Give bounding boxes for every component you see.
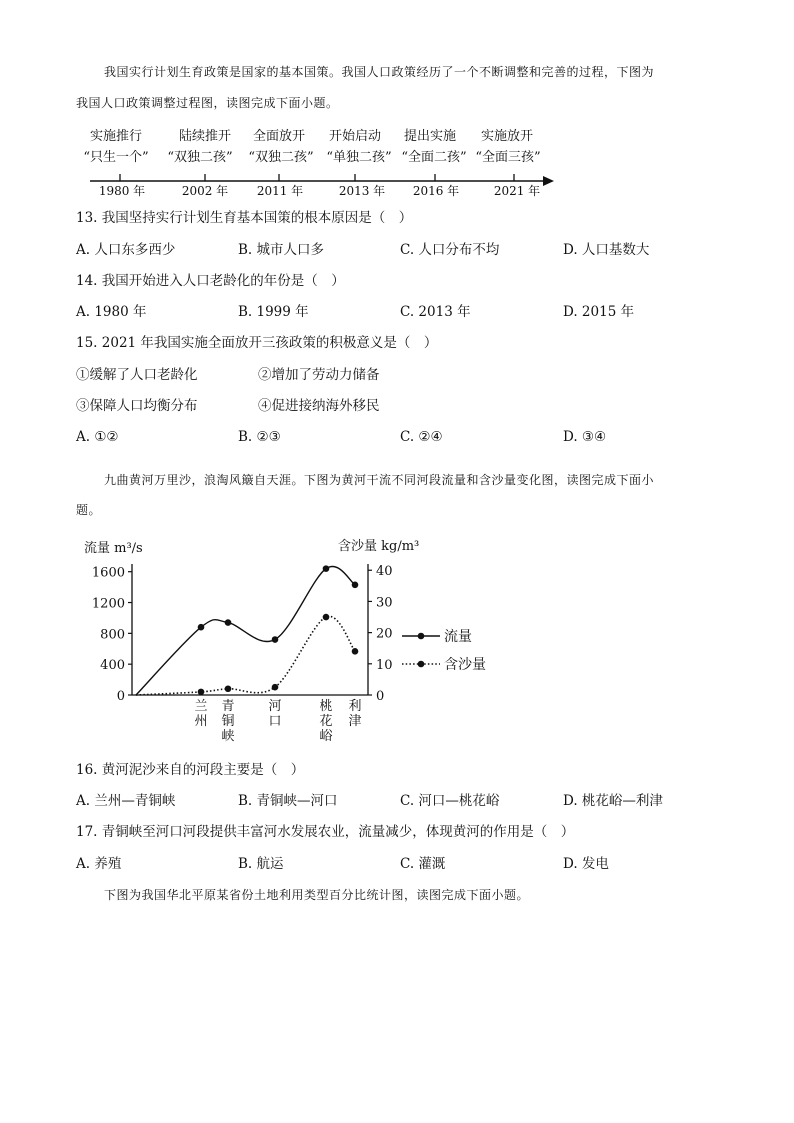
intro-yellowriver-line2: 题。 [76, 503, 102, 517]
timeline-event-top: 提出实施 [403, 129, 457, 144]
q15-option-c[interactable]: C. ②④ [400, 429, 443, 445]
timeline-event-bottom: “单独二孩” [326, 150, 392, 165]
series-point-flow [352, 582, 359, 589]
q17-option-b[interactable]: B. 航运 [238, 856, 284, 872]
chart-category-label: 利津 [348, 699, 362, 729]
q14-stem: 14. 我国开始进入人口老龄化的年份是（ ） [76, 273, 345, 289]
chart-left-tick-label: 0 [116, 689, 125, 704]
timeline-event-bottom: “双独二孩” [248, 150, 314, 165]
chart-right-tick-label: 30 [376, 595, 393, 611]
q17-option-a[interactable]: A. 养殖 [76, 856, 122, 872]
timeline-year: 1980 年 [98, 184, 146, 198]
series-point-sediment [225, 685, 232, 692]
chart-category-label: 青铜峡 [221, 699, 235, 744]
q14-option-d[interactable]: D. 2015 年 [563, 304, 635, 320]
q13-option-d[interactable]: D. 人口基数大 [563, 242, 650, 258]
intro-landuse-line1: 下图为我国华北平原某省份土地利用类型百分比统计图，读图完成下面小题。 [104, 888, 530, 902]
chart-category-label: 河口 [268, 699, 282, 729]
q17-option-c[interactable]: C. 灌溉 [400, 856, 446, 872]
chart-left-tick-label: 1200 [91, 596, 125, 612]
q15-item-3: ③保障人口均衡分布 [76, 398, 198, 414]
q15-stem: 15. 2021 年我国实施全面放开三孩政策的积极意义是（ ） [76, 335, 438, 351]
series-point-sediment [352, 648, 359, 655]
timeline-year: 2021 年 [493, 184, 541, 198]
legend-label: 含沙量 [444, 657, 486, 673]
series-line-flow [136, 566, 355, 695]
chart-left-axis-label: 流量 m³/s [84, 541, 143, 556]
timeline-event-top: 实施推行 [89, 129, 143, 144]
timeline-event-top: 全面放开 [252, 129, 306, 144]
chart-right-tick-label: 10 [376, 657, 393, 673]
chart-right-axis-label: 含沙量 kg/m³ [338, 539, 420, 554]
chart-category-label: 兰州 [194, 699, 208, 729]
series-point-flow [272, 636, 279, 643]
timeline-event-top: 陆续推开 [178, 129, 232, 144]
series-point-sediment [323, 614, 330, 621]
timeline-year: 2011 年 [256, 184, 304, 198]
q17-stem: 17. 青铜峡至河口河段提供丰富河水发展农业，流量减少，体现黄河的作用是（ ） [76, 824, 575, 840]
series-point-flow [323, 565, 330, 572]
yellow-river-flow-sediment-chart [76, 532, 506, 752]
q15-option-d[interactable]: D. ③④ [563, 429, 607, 445]
q16-option-b[interactable]: B. 青铜峡—河口 [238, 793, 338, 809]
q15-option-a[interactable]: A. ①② [76, 429, 119, 445]
timeline-year: 2013 年 [338, 184, 386, 198]
timeline-year: 2016 年 [412, 184, 460, 198]
q13-stem: 13. 我国坚持实行计划生育基本国策的根本原因是（ ） [76, 210, 413, 226]
chart-right-tick-label: 40 [376, 564, 393, 580]
chart-left-tick-label: 400 [100, 658, 125, 674]
timeline-arrow-icon [543, 176, 554, 186]
series-point-flow [225, 619, 232, 626]
series-point-flow [198, 624, 205, 631]
q15-item-4: ④促进接纳海外移民 [258, 398, 380, 414]
chart-right-tick-label: 20 [376, 626, 393, 642]
q14-option-a[interactable]: A. 1980 年 [76, 304, 147, 320]
intro-population-line2: 我国人口政策调整过程图，读图完成下面小题。 [76, 96, 339, 110]
legend-point [418, 633, 425, 640]
chart-left-tick-label: 1600 [91, 565, 125, 581]
q16-option-d[interactable]: D. 桃花峪—利津 [563, 793, 663, 809]
q13-option-a[interactable]: A. 人口东多西少 [76, 242, 176, 258]
policy-timeline [76, 123, 566, 203]
timeline-event-bottom: “全面三孩” [475, 150, 541, 165]
q17-option-d[interactable]: D. 发电 [563, 856, 609, 872]
series-line-sediment [136, 616, 355, 695]
legend-point [418, 661, 425, 668]
q14-option-c[interactable]: C. 2013 年 [400, 304, 471, 320]
timeline-year: 2002 年 [181, 184, 229, 198]
intro-yellowriver-line1: 九曲黄河万里沙，浪淘风簸自天涯。下图为黄河干流不同河段流量和含沙量变化图，读图完成下面小 [104, 473, 655, 487]
q13-option-c[interactable]: C. 人口分布不均 [400, 242, 500, 258]
chart-left-tick-label: 800 [100, 627, 125, 643]
q15-item-2: ②增加了劳动力储备 [258, 367, 380, 383]
chart-right-tick-label: 0 [376, 689, 385, 704]
chart-category-label: 桃花峪 [319, 699, 333, 744]
q15-option-b[interactable]: B. ②③ [238, 429, 281, 445]
timeline-event-top: 实施放开 [480, 129, 534, 144]
q15-item-1: ①缓解了人口老龄化 [76, 367, 198, 383]
q16-stem: 16. 黄河泥沙来自的河段主要是（ ） [76, 762, 305, 778]
timeline-event-bottom: “全面二孩” [401, 150, 467, 165]
q16-option-a[interactable]: A. 兰州—青铜峡 [76, 793, 176, 809]
q13-option-b[interactable]: B. 城市人口多 [238, 242, 325, 258]
series-point-sediment [272, 684, 279, 691]
legend-label: 流量 [444, 629, 472, 645]
timeline-event-bottom: “只生一个” [83, 150, 149, 165]
series-point-sediment [198, 689, 205, 696]
timeline-event-bottom: “双独二孩” [167, 150, 233, 165]
timeline-event-top: 开始启动 [328, 129, 382, 144]
q14-option-b[interactable]: B. 1999 年 [238, 304, 309, 320]
q16-option-c[interactable]: C. 河口—桃花峪 [400, 793, 500, 809]
intro-population-line1: 我国实行计划生育政策是国家的基本国策。我国人口政策经历了一个不断调整和完善的过程，下图为 [104, 65, 655, 79]
